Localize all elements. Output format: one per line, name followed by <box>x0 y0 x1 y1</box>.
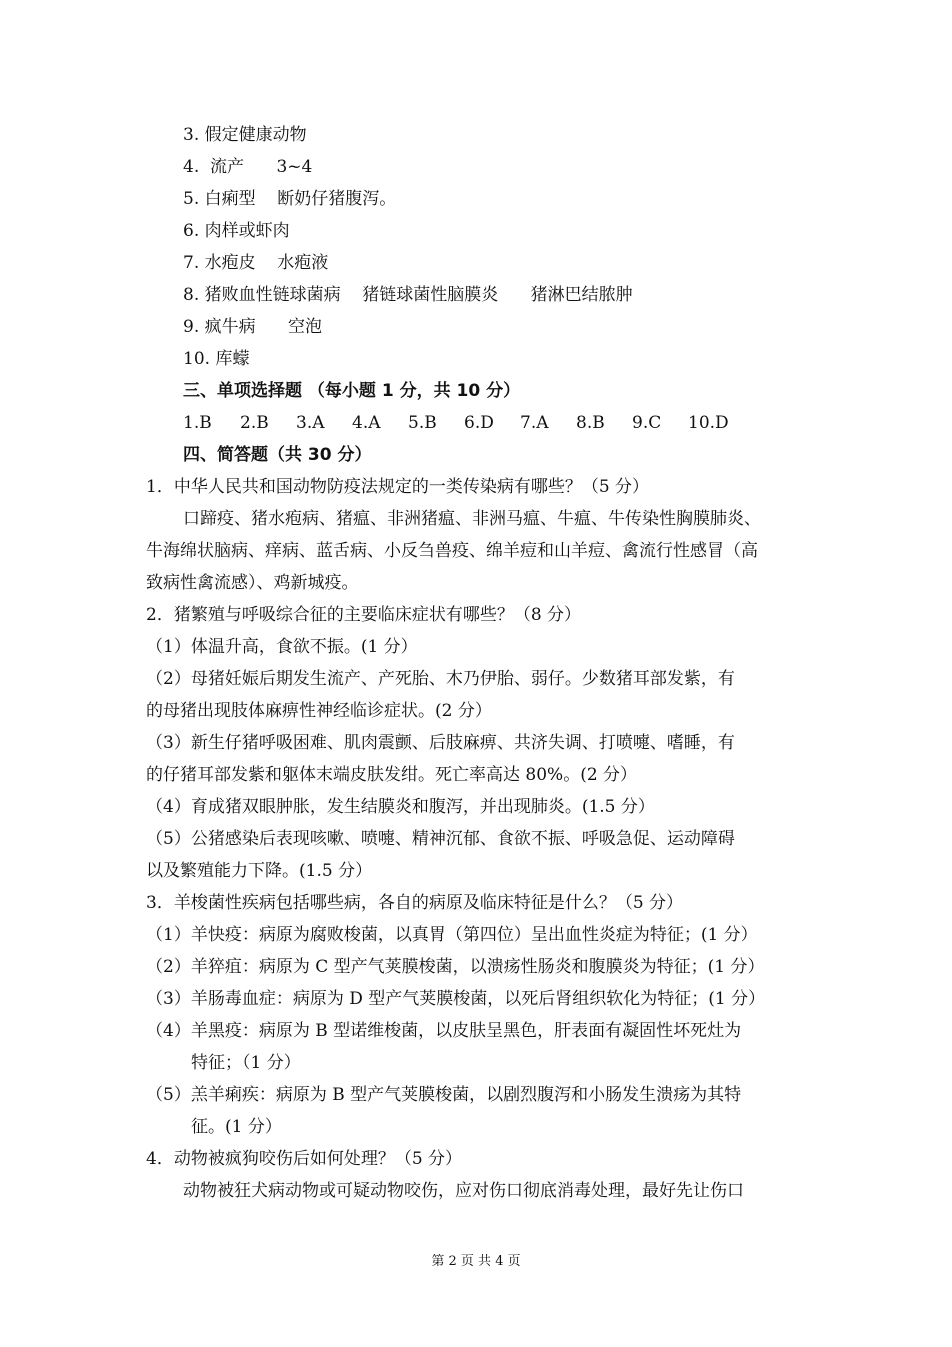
fill-answer-6: 6. 肉样或虾肉 <box>183 221 290 241</box>
fill-answer-5: 5. 白痢型 断奶仔猪腹泻。 <box>183 189 397 209</box>
answer-1-line: 口蹄疫、猪水疱病、猪瘟、非洲猪瘟、非洲马瘟、牛瘟、牛传染性胸膜肺炎、 <box>183 509 761 529</box>
question-3: 3．羊梭菌性疾病包括哪些病，各自的病原及临床特征是什么？（5 分） <box>146 893 684 913</box>
page-number-footer: 第 2 页 共 4 页 <box>431 1254 521 1269</box>
choice-answer: 2.B <box>240 413 269 433</box>
fill-answer-3: 3. 假定健康动物 <box>183 125 307 145</box>
choice-answer: 7.A <box>520 413 549 433</box>
choice-answer: 8.B <box>576 413 605 433</box>
question-4: 4．动物被疯狗咬伤后如何处理？（5 分） <box>146 1149 463 1169</box>
section-4-title: 四、简答题（共 30 分） <box>183 445 372 465</box>
choice-answer: 10.D <box>688 413 729 433</box>
answer-3-line: （3）羊肠毒血症：病原为 D 型产气荚膜梭菌，以死后肾组织软化为特征；(1 分） <box>146 989 766 1009</box>
answer-2-line: 的母猪出现肢体麻痹性神经临诊症状。(2 分） <box>146 701 492 721</box>
answer-2-line: （5）公猪感染后表现咳嗽、喷嚏、精神沉郁、食欲不振、呼吸急促、运动障碍 <box>146 829 735 849</box>
choice-answer: 5.B <box>408 413 437 433</box>
fill-answer-4: 4. 流产 3~4 <box>183 157 313 177</box>
answer-3-line: 征。(1 分） <box>191 1117 282 1137</box>
answer-3-line: （1）羊快疫：病原为腐败梭菌，以真胃（第四位）呈出血性炎症为特征；(1 分） <box>146 925 758 945</box>
question-1: 1．中华人民共和国动物防疫法规定的一类传染病有哪些？（5 分） <box>146 477 650 497</box>
answer-2-line: （4）育成猪双眼肿胀，发生结膜炎和腹泻，并出现肺炎。(1.5 分） <box>146 797 655 817</box>
answer-3-line: 特征；（1 分） <box>191 1053 301 1073</box>
answer-3-line: （4）羊黑疫：病原为 B 型诺维梭菌，以皮肤呈黑色，肝表面有凝固性坏死灶为 <box>146 1021 742 1041</box>
choice-answer: 9.C <box>632 413 662 433</box>
choice-answer: 4.A <box>352 413 381 433</box>
choice-answer: 6.D <box>464 413 494 433</box>
choice-answer: 3.A <box>296 413 325 433</box>
section-3-title: 三、单项选择题 （每小题 1 分，共 10 分） <box>183 381 521 401</box>
answer-2-line: 的仔猪耳部发紫和躯体末端皮肤发绀。死亡率高达 80%。(2 分） <box>146 765 638 785</box>
choice-answer: 1.B <box>183 413 212 433</box>
fill-answer-8: 8. 猪败血性链球菌病 猪链球菌性脑膜炎 猪淋巴结脓肿 <box>183 285 633 305</box>
answer-2-line: （3）新生仔猪呼吸困难、肌肉震颤、后肢麻痹、共济失调、打喷嚏、嗜睡，有 <box>146 733 735 753</box>
fill-answer-7: 7. 水疱皮 水疱液 <box>183 253 329 273</box>
question-2: 2．猪繁殖与呼吸综合征的主要临床症状有哪些？（8 分） <box>146 605 582 625</box>
answer-3-line: （5）羔羊痢疾：病原为 B 型产气荚膜梭菌，以剧烈腹泻和小肠发生溃疡为其特 <box>146 1085 742 1105</box>
answer-3-line: （2）羊猝疽：病原为 C 型产气荚膜梭菌，以溃疡性肠炎和腹膜炎为特征；(1 分） <box>146 957 765 977</box>
answer-4-line: 动物被狂犬病动物或可疑动物咬伤，应对伤口彻底消毒处理，最好先让伤口 <box>183 1181 744 1201</box>
fill-answer-10: 10. 库蠓 <box>183 349 250 369</box>
answer-2-line: 以及繁殖能力下降。(1.5 分） <box>146 861 373 881</box>
answer-1-line: 牛海绵状脑病、痒病、蓝舌病、小反刍兽疫、绵羊痘和山羊痘、禽流行性感冒（高 <box>146 541 758 561</box>
fill-answer-9: 9. 疯牛病 空泡 <box>183 317 323 337</box>
answer-2-line: （2）母猪妊娠后期发生流产、产死胎、木乃伊胎、弱仔。少数猪耳部发紫，有 <box>146 669 735 689</box>
answer-2-line: （1）体温升高，食欲不振。(1 分） <box>146 637 418 657</box>
answer-1-line: 致病性禽流感）、鸡新城疫。 <box>146 573 359 593</box>
